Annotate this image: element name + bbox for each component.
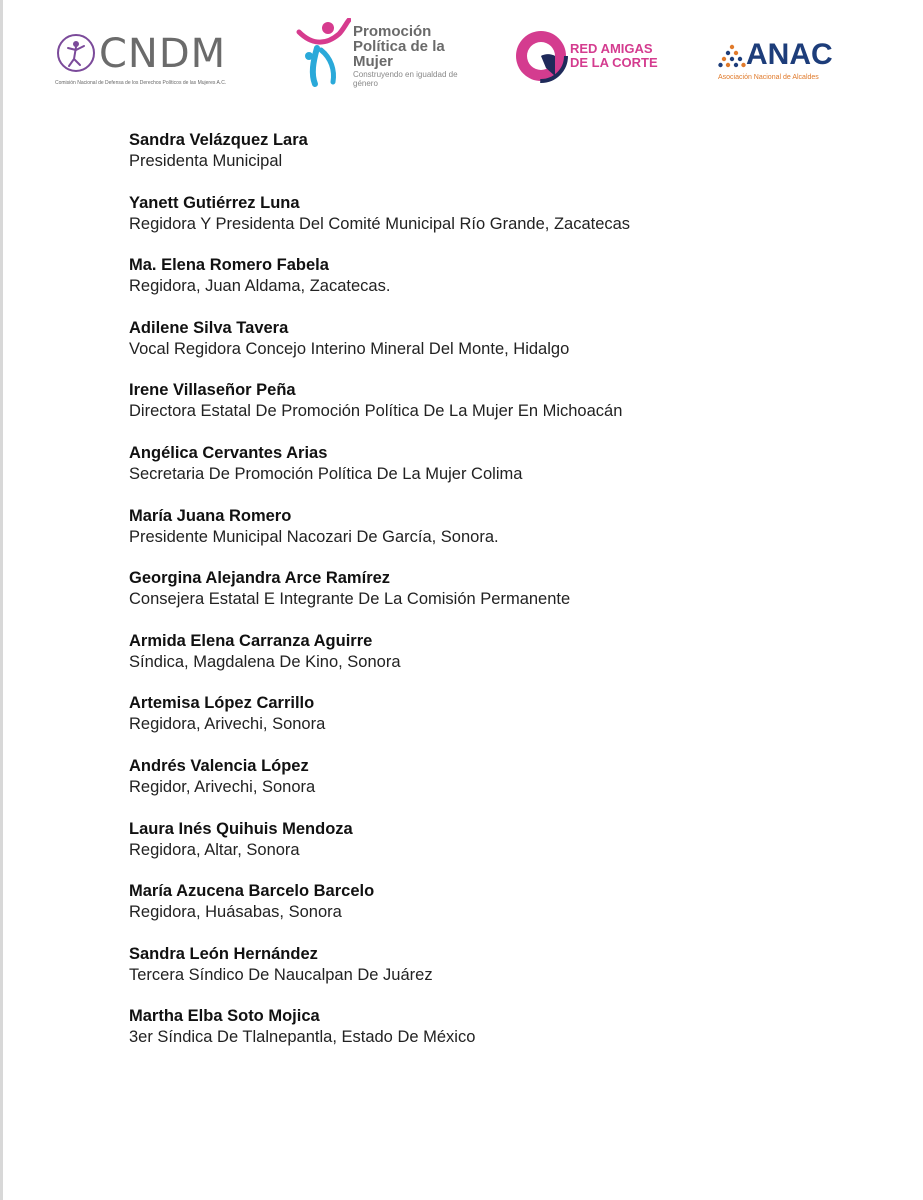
signatory-role: Secretaria De Promoción Política De La Mujer Colima <box>129 464 523 483</box>
signatory-name: Armida Elena Carranza Aguirre <box>129 631 373 650</box>
anac-subtitle: Asociación Nacional de Alcaldes <box>718 74 819 81</box>
list-item <box>129 819 829 882</box>
red-amigas-line2: DE LA CORTE <box>570 55 658 70</box>
signatory-role: Regidor, Arivechi, Sonora <box>129 777 316 796</box>
list-item <box>129 631 829 694</box>
red-amigas-logo <box>512 28 672 88</box>
promocion-title-line3: Mujer <box>353 53 394 70</box>
signatory-role: Directora Estatal De Promoción Política De La Mujer En Michoacán <box>129 402 623 421</box>
list-item <box>129 944 829 1007</box>
signatory-role: Presidente Municipal Nacozari De García, Sonora. <box>129 527 499 546</box>
list-item <box>129 255 829 318</box>
logo-header <box>0 0 923 110</box>
list-item <box>129 193 829 256</box>
signatory-name: Angélica Cervantes Arias <box>129 443 328 462</box>
list-item <box>129 443 829 506</box>
list-item <box>129 130 829 193</box>
signatory-name: Sandra León Hernández <box>129 944 318 963</box>
list-item <box>129 693 829 756</box>
signatory-name: Ma. Elena Romero Fabela <box>129 256 329 275</box>
signatory-name: Irene Villaseñor Peña <box>129 381 296 400</box>
signatory-role: Vocal Regidora Concejo Interino Mineral Del Monte, Hidalgo <box>129 339 570 358</box>
cndm-wordmark: CNDM <box>99 31 227 77</box>
signatory-role: 3er Síndica De Tlalnepantla, Estado De México <box>129 1028 476 1047</box>
red-amigas-line1: RED AMIGAS <box>570 41 653 56</box>
signatory-name: Martha Elba Soto Mojica <box>129 1007 320 1026</box>
list-item <box>129 506 829 569</box>
signatory-list <box>129 130 829 1069</box>
signatory-role: Regidora, Huásabas, Sonora <box>129 903 342 922</box>
signatory-name: Adilene Silva Tavera <box>129 318 289 337</box>
list-item <box>129 1006 829 1069</box>
signatory-role: Consejera Estatal E Integrante De La Comisión Permanente <box>129 590 571 609</box>
signatory-name: Yanett Gutiérrez Luna <box>129 193 300 212</box>
signatory-name: Andrés Valencia López <box>129 756 309 775</box>
signatory-name: Georgina Alejandra Arce Ramírez <box>129 569 391 588</box>
page-edge <box>0 0 3 1200</box>
signatory-role: Regidora, Altar, Sonora <box>129 840 300 859</box>
anac-logo <box>718 40 848 88</box>
signatory-role: Regidora, Juan Aldama, Zacatecas. <box>129 277 391 296</box>
cndm-logo <box>55 30 225 92</box>
list-item <box>129 568 829 631</box>
promocion-tagline: Construyendo en igualdad de género <box>353 70 458 88</box>
signatory-name: Sandra Velázquez Lara <box>129 131 308 149</box>
list-item <box>129 380 829 443</box>
signatory-role: Presidenta Municipal <box>129 152 283 170</box>
list-item <box>129 756 829 819</box>
cndm-subtitle: Comisión Nacional de Defensa de los Derechos Políticos de las Mujeres A.C. <box>55 80 227 86</box>
signatory-name: María Azucena Barcelo Barcelo <box>129 882 375 901</box>
promocion-title-line1: Promoción <box>353 23 432 40</box>
signatory-name: Laura Inés Quihuis Mendoza <box>129 819 353 838</box>
signatory-name: María Juana Romero <box>129 506 292 525</box>
promocion-figure-icon <box>295 18 351 88</box>
anac-wordmark: ANAC <box>746 38 833 71</box>
signatory-role: Tercera Síndico De Naucalpan De Juárez <box>129 965 433 984</box>
signatory-role: Síndica, Magdalena De Kino, Sonora <box>129 652 401 671</box>
signatory-name: Artemisa López Carrillo <box>129 694 315 713</box>
list-item <box>129 881 829 944</box>
cndm-emblem-icon <box>55 32 97 74</box>
list-item <box>129 318 829 381</box>
promocion-title-line2: Política de la <box>353 38 445 55</box>
anac-dots-icon <box>718 44 746 68</box>
red-amigas-speech-icon <box>512 28 570 86</box>
signatory-role: Regidora Y Presidenta Del Comité Municipal Río Grande, Zacatecas <box>129 214 631 233</box>
signatory-role: Regidora, Arivechi, Sonora <box>129 715 326 734</box>
promocion-politica-logo <box>295 18 465 96</box>
